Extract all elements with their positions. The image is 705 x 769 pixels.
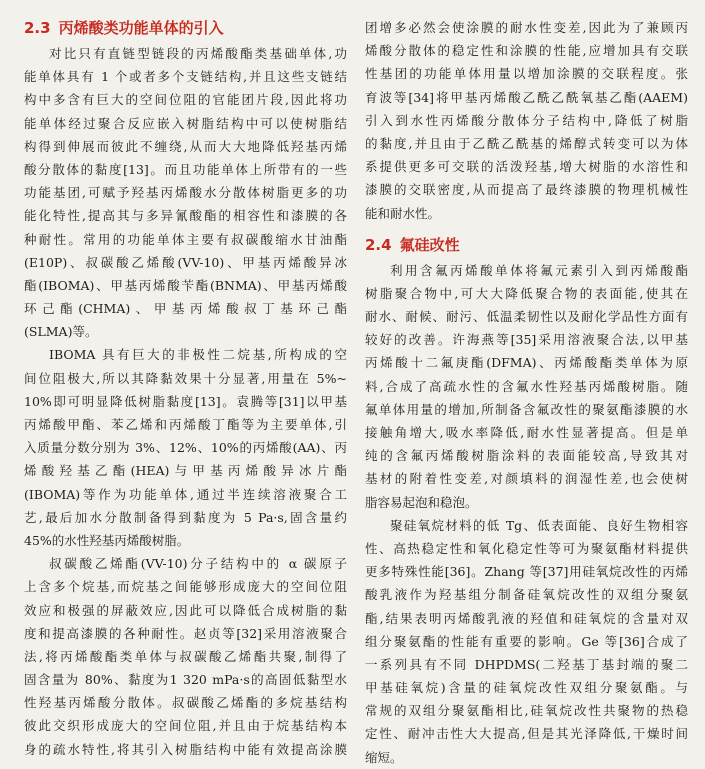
text-line: 性基团的功能单体用量以增加涂膜的交联程度。张 <box>365 66 688 82</box>
text-line: (IBOMA)等作为功能单体,通过半连续溶液聚合工 <box>24 486 347 502</box>
text-line: 入质量分数分别为 3%、12%、10%的丙烯酸(AA)、丙 <box>24 440 347 456</box>
text-line: 甲基硅氧烷)含量的硅氧烷改性双组分聚氨酯。与 <box>365 680 688 696</box>
text-line: 上含多个烷基,而烷基之间能够形成庞大的空间位阻 <box>24 579 347 595</box>
paragraph <box>24 343 347 552</box>
text-line: 性、高热稳定性和氧化稳定性等可为聚氨酯材料提供 <box>365 540 688 556</box>
text-line: 的黏度,并且由于乙酰乙酰基的烯醇式转变可以为体 <box>365 135 688 151</box>
text-line: 酯,结果表明丙烯酸乳液的羟值和硅氧烷的含量对双 <box>365 610 688 626</box>
text-line: 丙烯酸甲酯、苯乙烯和丙烯酸丁酯等为主要单体,引 <box>24 417 347 432</box>
text-line: 烯酸分散体的稳定性和涂膜的性能,应增加具有交联 <box>365 43 688 59</box>
text-line: 料,合成了高疏水性的含氟水性羟基丙烯酸树脂。随 <box>365 378 688 394</box>
text-line: 基材的附着性变差,对颜填料的润湿性差,也会使树 <box>365 471 688 487</box>
text-line: 构中多含有巨大的空间位阻的官能团片段,因此将功 <box>24 92 347 108</box>
text-line: 一系列具有不同 DHPDMS(二羟基丁基封端的聚二 <box>365 656 688 672</box>
paragraph <box>365 16 688 225</box>
text-line: 对比只有直链型链段的丙烯酸酯类基础单体,功 <box>49 46 347 61</box>
text-line: 氟单体用量的增加,所制备含氟改性的聚氨酯漆膜的水 <box>365 401 688 417</box>
text-line: 环己酯(CHMA)、甲基丙烯酸叔丁基环己酯 <box>24 301 347 317</box>
text-line: 组分聚氨酯的性能有重要的影响。Ge 等[36]合成了 <box>365 633 688 649</box>
text-line: 耐水、耐候、耐污、低温柔韧性以及耐化学品性方面有 <box>365 309 688 325</box>
text-line: 度和提高漆膜的各种耐性。赵贞等[32]采用溶液聚合 <box>24 625 347 641</box>
text-line: 引入到水性丙烯酸分散体分子结构中,降低了树脂 <box>365 112 688 128</box>
text-line: 系提供更多可交联的活泼羟基,增大树脂的水溶性和 <box>365 159 688 175</box>
text-line: 10%即可明显降低树脂黏度[13]。袁腾等[31]以甲基 <box>24 393 347 409</box>
section-title: 氟硅改性 <box>399 235 460 254</box>
text-line: 彼此交织形成庞大的空间位阻,并且由于烷基结构本 <box>24 718 347 734</box>
text-line: 构得到伸展而彼此不缠绕,从而大大地降低羟基丙烯 <box>24 138 347 154</box>
paragraph <box>365 514 688 769</box>
text-line: 酸分散体的黏度[13]。而且功能单体上所带有的一些 <box>24 161 347 177</box>
section-number: 2.3 <box>24 19 51 37</box>
text-line: 酸乳液作为羟基组分制备硅氧烷改性的双组分聚氨 <box>365 587 688 603</box>
section-heading-2-3 <box>24 16 347 40</box>
text-line: 种耐性。常用的功能单体主要有叔碳酸缩水甘油酯 <box>24 231 347 247</box>
text-line: 纯的含氟丙烯酸树脂涂料的表面能较高,导致其对 <box>365 448 688 464</box>
text-line: 效应和极强的屏蔽效应,因此可以降低合成树脂的黏 <box>24 602 347 618</box>
section-title: 丙烯酸类功能单体的引入 <box>58 19 224 37</box>
text-line: 定性、耐冲击性大大提高,但是其光泽降低,干燥时间 <box>365 726 688 742</box>
text-line: 身的疏水特性,将其引入树脂结构中能有效提高涂膜 <box>24 741 347 757</box>
text-line: IBOMA 具有巨大的非极性二烷基,所构成的空 <box>49 347 347 363</box>
text-line: 树脂聚合物中,可大大降低聚合物的表面能,使其在 <box>365 285 688 301</box>
text-line: 45%的水性羟基丙烯酸树脂。 <box>24 532 190 548</box>
text-line: 较好的改善。许海燕等[35]采用溶液聚合法,以甲基 <box>365 332 688 348</box>
text-line: 能单体具有 1 个或者多个支链结构,并且这些支链结 <box>24 69 347 85</box>
text-line: 酯(IBOMA)、甲基丙烯酸苄酯(BNMA)、甲基丙烯酸 <box>24 277 347 293</box>
text-line: (SLMA)等。 <box>24 324 98 340</box>
text-line: 缩短。 <box>365 749 403 765</box>
paragraph <box>24 42 347 343</box>
text-line: 能单体经过聚合反应嵌入树脂结构中可以使树脂结 <box>24 115 347 131</box>
text-line: 漆膜的交联密度,从而提高了最终漆膜的物理机械性 <box>365 182 688 198</box>
text-line: 利用含氟丙烯酸单体将氟元素引入到丙烯酸酯 <box>390 262 688 278</box>
text-line: 能和耐水性。 <box>365 205 441 221</box>
text-line: 艺,最后加水分散制备得到黏度为 5 Pa·s,固含量约 <box>24 509 347 525</box>
text-line: 接触角增大,吸水率降低,耐水性显著提高。但是单 <box>365 425 688 440</box>
text-line: 常规的双组分聚氨酯相比,硅氧烷改性共聚物的热稳 <box>365 703 688 719</box>
text-line: 能化特性,提高其与多异氰酸酯的相容性和漆膜的各 <box>24 208 347 224</box>
section-number: 2.4 <box>365 235 392 254</box>
text-line: 法,将丙烯酸酯类单体与叔碳酸乙烯酯共聚,制得了 <box>24 648 347 664</box>
text-line: 功能基团,可赋予羟基丙烯酸水分散体树脂更多的功 <box>24 185 347 201</box>
text-line: 固含量为 80%、黏度为1 320 mPa·s的高固低黏型水 <box>24 672 347 688</box>
paragraph <box>24 552 347 761</box>
section-heading-2-4 <box>365 233 688 257</box>
text-line: 聚硅氧烷材料的低 Tg、低表面能、良好生物相容 <box>390 517 688 533</box>
text-line: 性羟基丙烯酸分散体。叔碳酸乙烯酯的多烷基结构 <box>24 695 347 711</box>
left-column <box>24 16 347 757</box>
text-line: 叔碳酸乙烯酯(VV-10)分子结构中的 α 碳原子 <box>49 556 347 572</box>
text-line: 烯酸羟基乙酯(HEA)与甲基丙烯酸异冰片酯 <box>24 463 347 479</box>
right-column <box>365 16 688 765</box>
text-line: 育波等[34]将甲基丙烯酸乙酰乙酰氧基乙酯(AAEM) <box>365 89 688 105</box>
text-line: 脂容易起泡和稳泡。 <box>365 494 478 510</box>
text-line: 丙烯酸十二氟庚酯(DFMA)、丙烯酸酯类单体为原 <box>365 355 688 371</box>
text-line: 更多特殊性能[36]。Zhang 等[37]用硅氧烷改性的丙烯 <box>365 564 688 580</box>
text-line: 团增多必然会使涂膜的耐水性变差,因此为了兼顾丙 <box>365 20 688 35</box>
paragraph <box>365 259 688 514</box>
text-line: (E10P)、叔碳酸乙烯酸(VV-10)、甲基丙烯酸异冰 <box>24 254 347 270</box>
text-line: 间位阻极大,所以其降黏效果十分显著,用量在 5%~ <box>24 370 347 386</box>
